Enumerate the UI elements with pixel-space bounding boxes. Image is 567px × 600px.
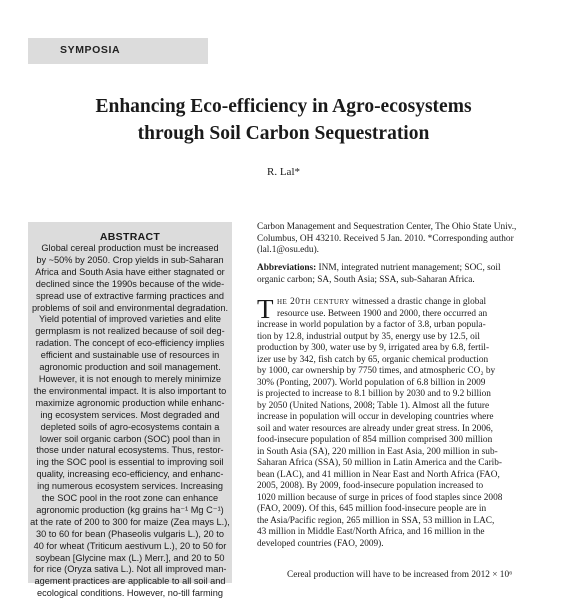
abbreviations-text: organic carbon; SA, South Asia; SSA, sub-Saharan Africa. [257, 274, 475, 285]
abstract-line: 40 for wheat (Triticum aestivum L.), 20 to 50 for [33, 540, 227, 551]
body-line: (FAO, 2009). Of this, 645 million food-insecure people are in [257, 504, 487, 514]
abstract-line: at the rate of 200 to 300 for maize (Zea mays L.), [30, 516, 230, 527]
body-first-line-text: witnessed a drastic change in global [349, 297, 487, 307]
body-line: Saharan Africa (SSA), 50 million in Latin America and the Carib- [257, 458, 503, 468]
abstract-line: germplasm is not realized because of soil deg- [35, 326, 225, 337]
body-line: food-insecure population of 854 million comprised 300 million [257, 435, 493, 445]
abstract-line: depleted soils of agro-ecosystems contain a [40, 421, 220, 432]
abstract-line: spread use of extractive farming practices and [36, 290, 224, 301]
abstract-line: quality, increasing eco-efficiency, and enhanc- [36, 469, 224, 480]
body-line: izer use by 342, fish catch by 65, organic chemical production [257, 354, 489, 365]
abstract-line: agronomic production and soil management. [39, 362, 221, 373]
abstract-box [28, 222, 232, 599]
body-line: developed countries (FAO, 2009). [257, 538, 384, 549]
title-line-1: Enhancing Eco-efficiency in Agro-ecosystems [95, 96, 472, 117]
body-line: by 2050 (United Nations, 2008; Table 1). Almost all the future [257, 400, 490, 411]
abstract-line: the SOC pool in the root zone can enhance [41, 493, 219, 504]
abstract-line: by ~50% by 2050. Crop yields in sub-Saharan [36, 254, 224, 265]
abstract-line: ing numerous ecosystem services. Increasing [37, 481, 223, 492]
body-line: is projected to increase to 8.1 billion by 2030 and to 9.2 billion [257, 389, 491, 399]
abbreviations-label: Abbreviations: [257, 263, 317, 273]
section-label-tab [28, 38, 208, 64]
affiliation-line: Carbon Management and Sequestration Center, The Ohio State Univ., [257, 222, 517, 232]
abstract-line: agement practices are applicable to all soil and [34, 576, 226, 587]
abstract-line: soybean [Glycine max (L.) Merr.], and 20 to 50 [35, 552, 225, 563]
body-line: resource use. Between 1900 and 2000, there occurred an [277, 308, 488, 319]
abstract-heading: ABSTRACT [99, 231, 161, 243]
body-line: increase in population will occur in developing countries where [257, 412, 494, 422]
body-line: 30% (Ponting, 2007). World population of 6.8 billion in 2009 [257, 377, 486, 388]
abstract-line: those under natural ecosystems. Thus, restor- [36, 445, 224, 456]
body-last-line [257, 570, 536, 582]
abstract-line: problems of soil and environmental degradation. [31, 302, 229, 313]
body-line: 2005, 2008). By 2009, food-insecure population increased to [257, 481, 484, 491]
abstract-line: ing ecosystem services. Most degraded and [40, 409, 220, 420]
abstract-line: for rice (Oryza sativa L.). Not all improved man- [33, 564, 227, 575]
abstract-line: the environmental impact. It is also important to [33, 385, 227, 396]
body-line: by 1000, car ownership by 7750 times, and atmospheric CO₂ by [257, 366, 496, 376]
abstract-line: However, it is not enough to merely minimize [38, 373, 222, 384]
body-line: increase in world population by a factor of 3.8, urban popula- [257, 320, 486, 330]
affiliation [257, 222, 536, 257]
affiliation-line: Columbus, OH 43210. Received 5 Jan. 2010. *Corresponding author [257, 233, 514, 244]
body-line: soil and water resources are already under great stress. In 2006, [257, 423, 493, 434]
section-label: SYMPOSIA [60, 44, 121, 56]
abstract-line: Yield potential of improved varieties and elite [39, 314, 221, 325]
abstract-line: declined since the 1990s because of the wide- [35, 278, 225, 289]
body-line: the Asia/Pacific region, 265 million in SSA, 53 million in LAC, [257, 515, 495, 526]
abstract-line: efficient and sustainable use of resources in [40, 350, 220, 361]
article-title [30, 93, 537, 147]
abbreviations-text: INM, integrated nutrient management; SOC, soil [316, 263, 501, 273]
title-line-2: through Soil Carbon Sequestration [137, 123, 430, 144]
abstract-text [28, 243, 232, 600]
abstract-line: maximize agronomic production while enhanc- [35, 397, 225, 408]
body-line: tion by 12.8, industrial output by 35, energy use by 12.5, oil [257, 331, 480, 342]
author-name: R. Lal* [267, 166, 300, 178]
abstract-line: Global cereal production must be increased [41, 243, 219, 253]
abstract-line: ing the SOC pool is essential to improving soil [36, 457, 224, 468]
abstract-line: agronomic production (kg grains ha⁻¹ Mg C⁻¹) [36, 504, 224, 515]
body-first-line [257, 297, 536, 309]
smallcaps-opening: he 20th century [277, 297, 350, 307]
abbreviations [257, 263, 536, 286]
abstract-line: radation. The concept of eco-efficiency implies [35, 338, 225, 349]
body-line: 1020 million because of surge in prices of food staples since 2008 [257, 492, 503, 503]
drop-cap: T [257, 294, 274, 324]
affiliation-line: (lal.1@osu.edu). [257, 245, 320, 255]
body-line: 43 million in Middle East/North Africa, and 16 million in the [257, 527, 485, 537]
abstract-line: lower soil organic carbon (SOC) pool than in [39, 433, 221, 444]
body-line: production by 300, water use by 9, irrigated area by 6.8, fertil- [257, 343, 490, 353]
body-line: bean (LAC), and 41 million in Near East and North Africa (FAO, [257, 469, 500, 480]
body-text [257, 294, 536, 550]
abstract-line: ecological conditions. However, no-till farming [37, 588, 223, 599]
abstract-line: Africa and South Asia have either stagnated or [35, 266, 225, 277]
abstract-line: 30 to 60 for bean (Phaseolis vulgaris L.), 20 to [36, 528, 224, 539]
body-line: Cereal production will have to be increased from 2012 × 10⁶ [287, 570, 513, 580]
body-line: in South Asia (SA), 220 million in East Asia, 200 million in sub- [257, 446, 498, 457]
